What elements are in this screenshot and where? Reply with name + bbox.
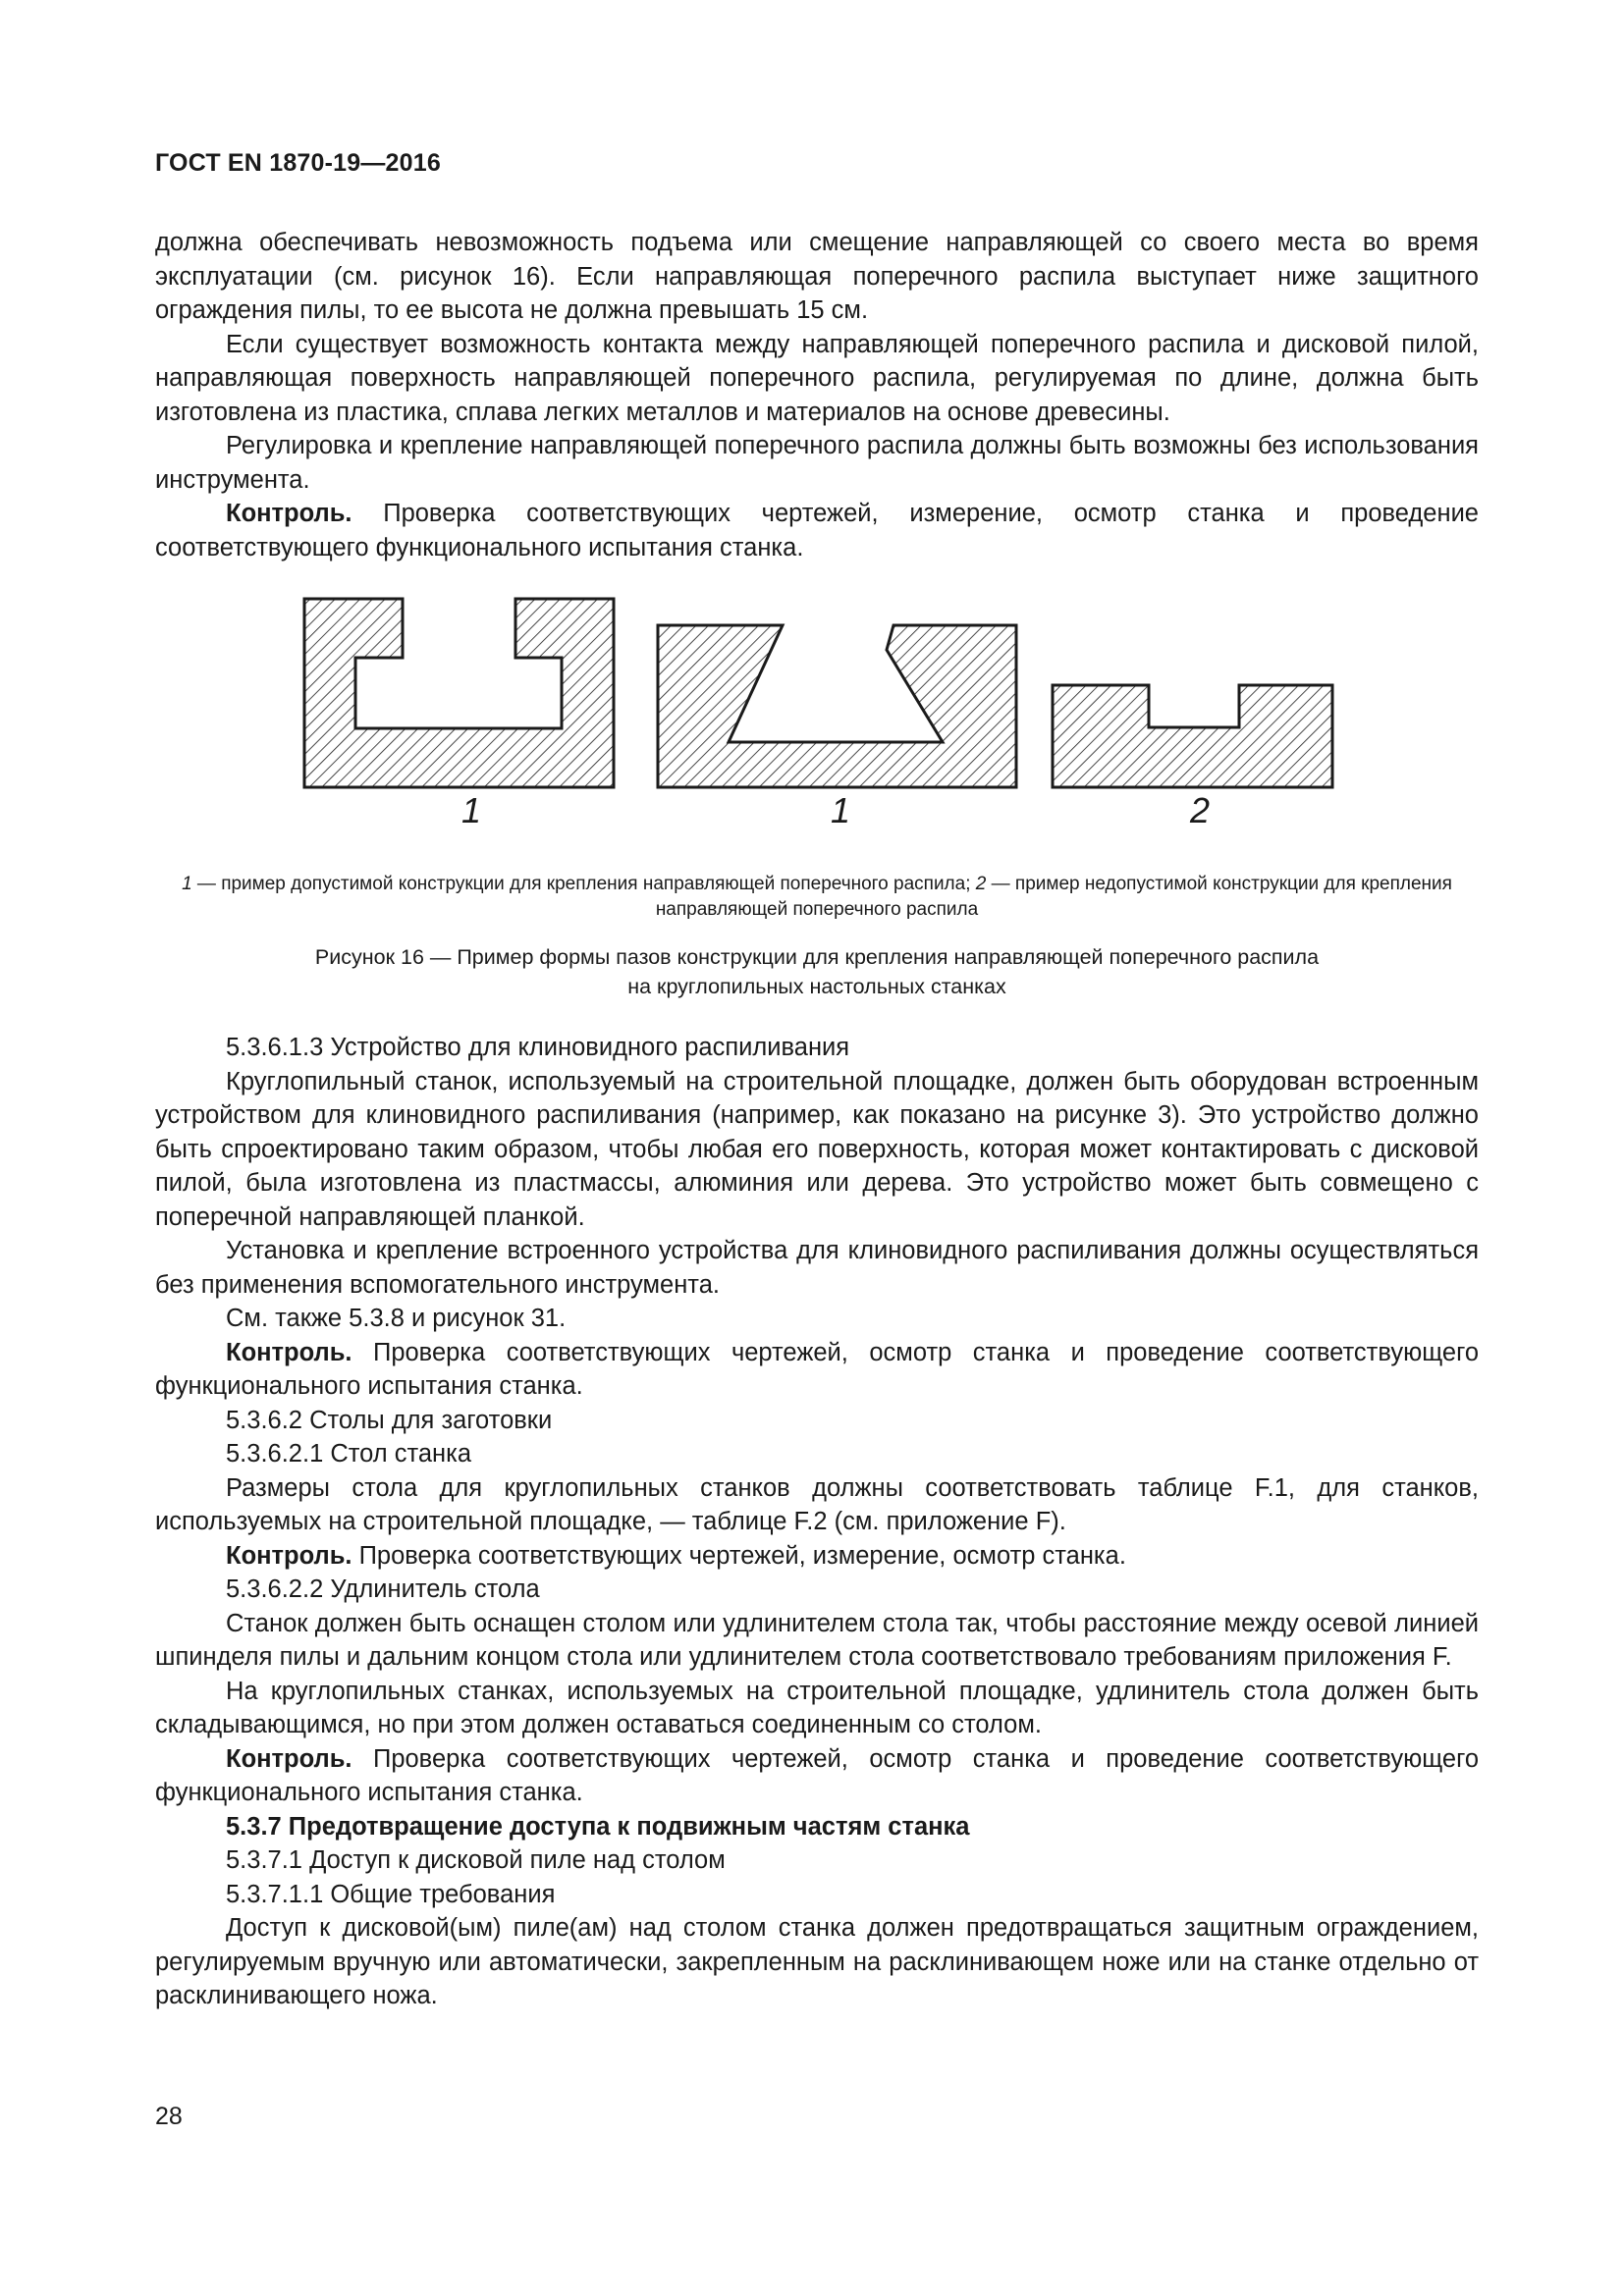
caption-line: Рисунок 16 — Пример формы пазов конструкции для крепления направляющей поперечного распила [314, 945, 1320, 969]
figure-legend [155, 872, 1479, 923]
figure-label-2: 2 [1190, 790, 1211, 830]
subsection-heading: 5.3.6.2.2 Удлинитель стола [226, 1575, 540, 1603]
paragraph: должна обеспечивать невозможность подъема или смещение направляющей со своего места во время эксплуатации (см. рисунок 16). Если направляющая поперечного распила выступает ниже защитного ограждения пилы, то ее высота не должна превышать 15 см. [155, 229, 1479, 324]
section-heading: 5.3.7 Предотвращение доступа к подвижным частям станка [226, 1812, 970, 1841]
paragraph: Установка и крепление встроенного устройства для клиновидного распиливания должны осуществляться без применения вспомогательного инструмента. [155, 1237, 1479, 1299]
paragraph: Круглопильный станок, используемый на строительной площадке, должен быть оборудован встроенным устройством для клиновидного распиливания (например, как показано на рисунке 3). Это устройство должно быть спроектировано таким образом, чтобы любая его поверхность, которая может контактировать с дисковой пилой, была изготовлена из пластмассы, алюминия или дерева. Это устройство может быть совмещено с поперечной направляющей планкой. [155, 1067, 1479, 1231]
control-paragraph [155, 1742, 1479, 1810]
paragraph: На круглопильных станках, используемых на строительной площадке, удлинитель стола должен быть складывающимся, но при этом должен оставаться соединенным со столом. [155, 1677, 1479, 1738]
control-text: Проверка соответствующих чертежей, измерение, осмотр станка. [352, 1541, 1126, 1570]
legend-text-2: — пример недопустимой конструкции для крепления направляющей поперечного распила [655, 874, 1452, 920]
text-block-bottom [155, 1031, 1479, 2013]
paragraph: Регулировка и крепление направляющей поперечного распила должны быть возможны без использования инструмента. [155, 432, 1479, 494]
subsection-heading: 5.3.7.1.1 Общие требования [226, 1880, 556, 1908]
figure-label-1a: 1 [461, 790, 482, 830]
control-label: Контроль. [226, 500, 352, 527]
page-number: 28 [155, 2103, 183, 2130]
control-text: Проверка соответствующих чертежей, измерение, осмотр станка и проведение соответствующего функционального испытания станка. [155, 500, 1479, 561]
subsection-heading: 5.3.7.1 Доступ к дисковой пиле над столом [226, 1846, 726, 1874]
profile-shape-1b [658, 625, 1016, 787]
paragraph: См. также 5.3.8 и рисунок 31. [226, 1305, 567, 1332]
control-text: Проверка соответствующих чертежей, осмотр станка и проведение соответствующего функционального испытания станка. [155, 1338, 1479, 1400]
profile-shape-1a [304, 599, 614, 787]
profile-shape-2 [1053, 685, 1332, 787]
text-block-top [155, 226, 1479, 564]
legend-key-2: 2 [975, 874, 987, 894]
caption-line: на круглопильных настольных станках [627, 975, 1006, 998]
figure-caption [155, 942, 1479, 1001]
paragraph: Если существует возможность контакта между направляющей поперечного распила и дисковой пилой, направляющая поверхность направляющей поперечного распила, регулируемая по длине, должна быть изготовлена из пластика, сплава легких металлов и материалов на основе древесины. [155, 330, 1479, 426]
subsection-heading: 5.3.6.2 Столы для заготовки [226, 1406, 553, 1434]
control-paragraph [155, 1336, 1479, 1404]
figure-label-1b: 1 [831, 790, 851, 830]
paragraph: Станок должен быть оснащен столом или удлинителем стола так, чтобы расстояние между осевой линией шпинделя пилы и дальним концом стола или удлинителем стола соответствовало требованиям приложения F. [155, 1609, 1479, 1671]
paragraph: Размеры стола для круглопильных станков должны соответствовать таблице F.1, для станков, используемых на строительной площадке, — таблице F.2 (см. приложение F). [155, 1473, 1479, 1535]
control-paragraph [155, 1539, 1479, 1574]
legend-key-1: 1 [182, 874, 192, 894]
legend-text-1: — пример допустимой конструкции для крепления направляющей поперечного распила; [191, 874, 976, 894]
subsection-heading: 5.3.6.1.3 Устройство для клиновидного распиливания [226, 1034, 850, 1061]
paragraph: Доступ к дисковой(ым) пиле(ам) над столом станка должен предотвращаться защитным ограждением, регулируемым вручную или автоматически, закрепленным на расклинивающем ноже или на станке отдельно от расклинивающего ножа. [155, 1914, 1479, 2009]
control-text: Проверка соответствующих чертежей, осмотр станка и проведение соответствующего функционального испытания станка. [155, 1744, 1479, 1806]
figure-16-drawing [295, 589, 1345, 844]
control-label: Контроль. [226, 1744, 352, 1773]
control-label: Контроль. [226, 1338, 352, 1366]
control-label: Контроль. [226, 1541, 352, 1570]
control-paragraph [155, 497, 1479, 564]
subsection-heading: 5.3.6.2.1 Стол станка [226, 1440, 472, 1468]
document-header: ГОСТ EN 1870-19—2016 [155, 149, 441, 177]
